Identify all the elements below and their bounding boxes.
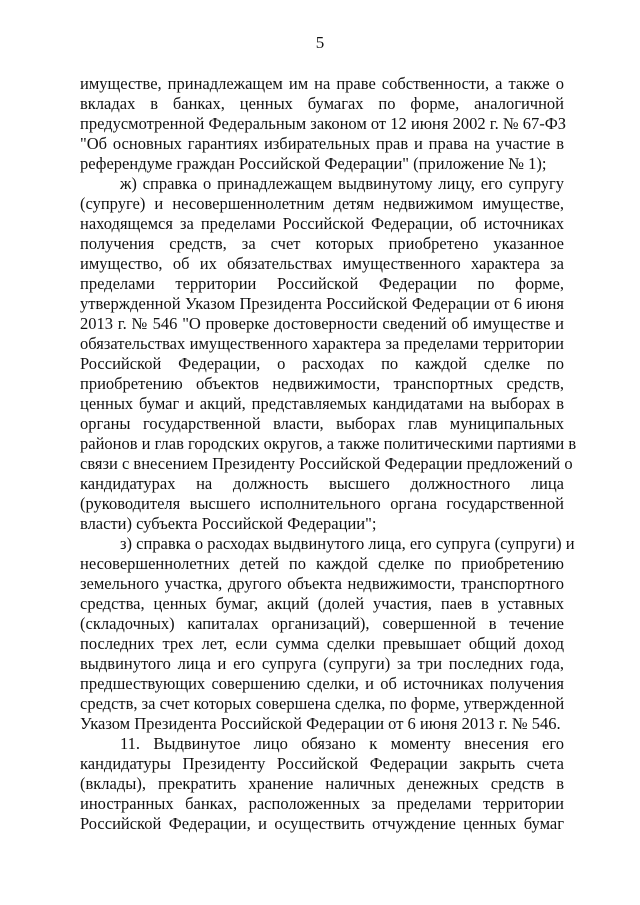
text-line: (складочных) капиталах организаций), совершенной в течение — [80, 614, 564, 633]
text-line: обязательствах имущественного характера за пределами территории — [80, 334, 564, 353]
text-line: кандидатуры Президенту Российской Федерации закрыть счета — [80, 754, 564, 773]
text-line: предусмотренной Федеральным законом от 12 июня 2002 г. № 67-ФЗ — [80, 114, 567, 133]
text-line: 2013 г. № 546 "О проверке достоверности сведений об имуществе и — [80, 314, 564, 333]
text-line: (руководителя высшего исполнительного органа государственной — [80, 494, 564, 513]
text-line: земельного участка, другого объекта недвижимости, транспортного — [80, 574, 564, 593]
text-line: власти) субъекта Российской Федерации"; — [80, 514, 377, 533]
text-line: (супруге) и несовершеннолетним детям недвижимом имуществе, — [80, 194, 564, 213]
text-line: ж) справка о принадлежащем выдвинутому лицу, его супругу — [120, 174, 564, 193]
text-line: выдвинутого лица и его супруга (супруги) за три последних года, — [80, 654, 564, 673]
text-line: получения средств, за счет которых приобретено указанное — [80, 234, 564, 253]
text-line: органы государственной власти, выборах глав муниципальных — [80, 414, 564, 433]
text-line: имущество, об их обязательствах имущественного характера за — [80, 254, 564, 273]
text-line: референдуме граждан Российской Федерации" (приложение № 1); — [80, 154, 547, 173]
text-line: связи с внесением Президенту Российской Федерации предложений о — [80, 454, 573, 473]
page-number: 5 — [315, 33, 325, 52]
text-line: находящемся за пределами Российской Федерации, об источниках — [80, 214, 564, 233]
text-line: пределами территории Российской Федерации по форме, — [80, 274, 564, 293]
text-line: иностранных банках, расположенных за пределами территории — [80, 794, 564, 813]
text-line: Российской Федерации, о расходах по каждой сделке по — [80, 354, 564, 373]
text-line: имуществе, принадлежащем им на праве собственности, а также о — [80, 74, 564, 93]
text-line: з) справка о расходах выдвинутого лица, его супруга (супруги) и — [120, 534, 575, 553]
text-line: районов и глав городских округов, а также политическими партиями в — [80, 434, 577, 453]
text-line: последних трех лет, если сумма сделки превышает общий доход — [80, 634, 564, 653]
text-line: средств, за счет которых совершена сделка, по форме, утвержденной — [80, 694, 565, 713]
text-line: средства, ценных бумаг, акций (долей участия, паев в уставных — [80, 594, 564, 613]
text-line: (вклады), прекратить хранение наличных денежных средств в — [80, 774, 564, 793]
text-line: утвержденной Указом Президента Российской Федерации от 6 июня — [80, 294, 564, 313]
text-line: ценных бумаг и акций, представляемых кандидатами на выборах в — [80, 394, 564, 413]
text-line: несовершеннолетних детей по каждой сделке по приобретению — [80, 554, 564, 573]
text-line: 11. Выдвинутое лицо обязано к моменту внесения его — [120, 734, 564, 753]
text-line: Указом Президента Российской Федерации от 6 июня 2013 г. № 546. — [80, 714, 561, 733]
document-body — [80, 74, 577, 834]
text-line: предшествующих совершению сделки, и об источниках получения — [80, 674, 564, 693]
text-line: Российской Федерации, и осуществить отчуждение ценных бумаг — [80, 814, 564, 833]
text-line: "Об основных гарантиях избирательных прав и права на участие в — [80, 134, 564, 153]
text-line: кандидатурах на должность высшего должностного лица — [80, 474, 564, 493]
text-line: вкладах в банках, ценных бумагах по форме, аналогичной — [80, 94, 564, 113]
text-line: приобретению объектов недвижимости, транспортных средств, — [80, 374, 564, 393]
